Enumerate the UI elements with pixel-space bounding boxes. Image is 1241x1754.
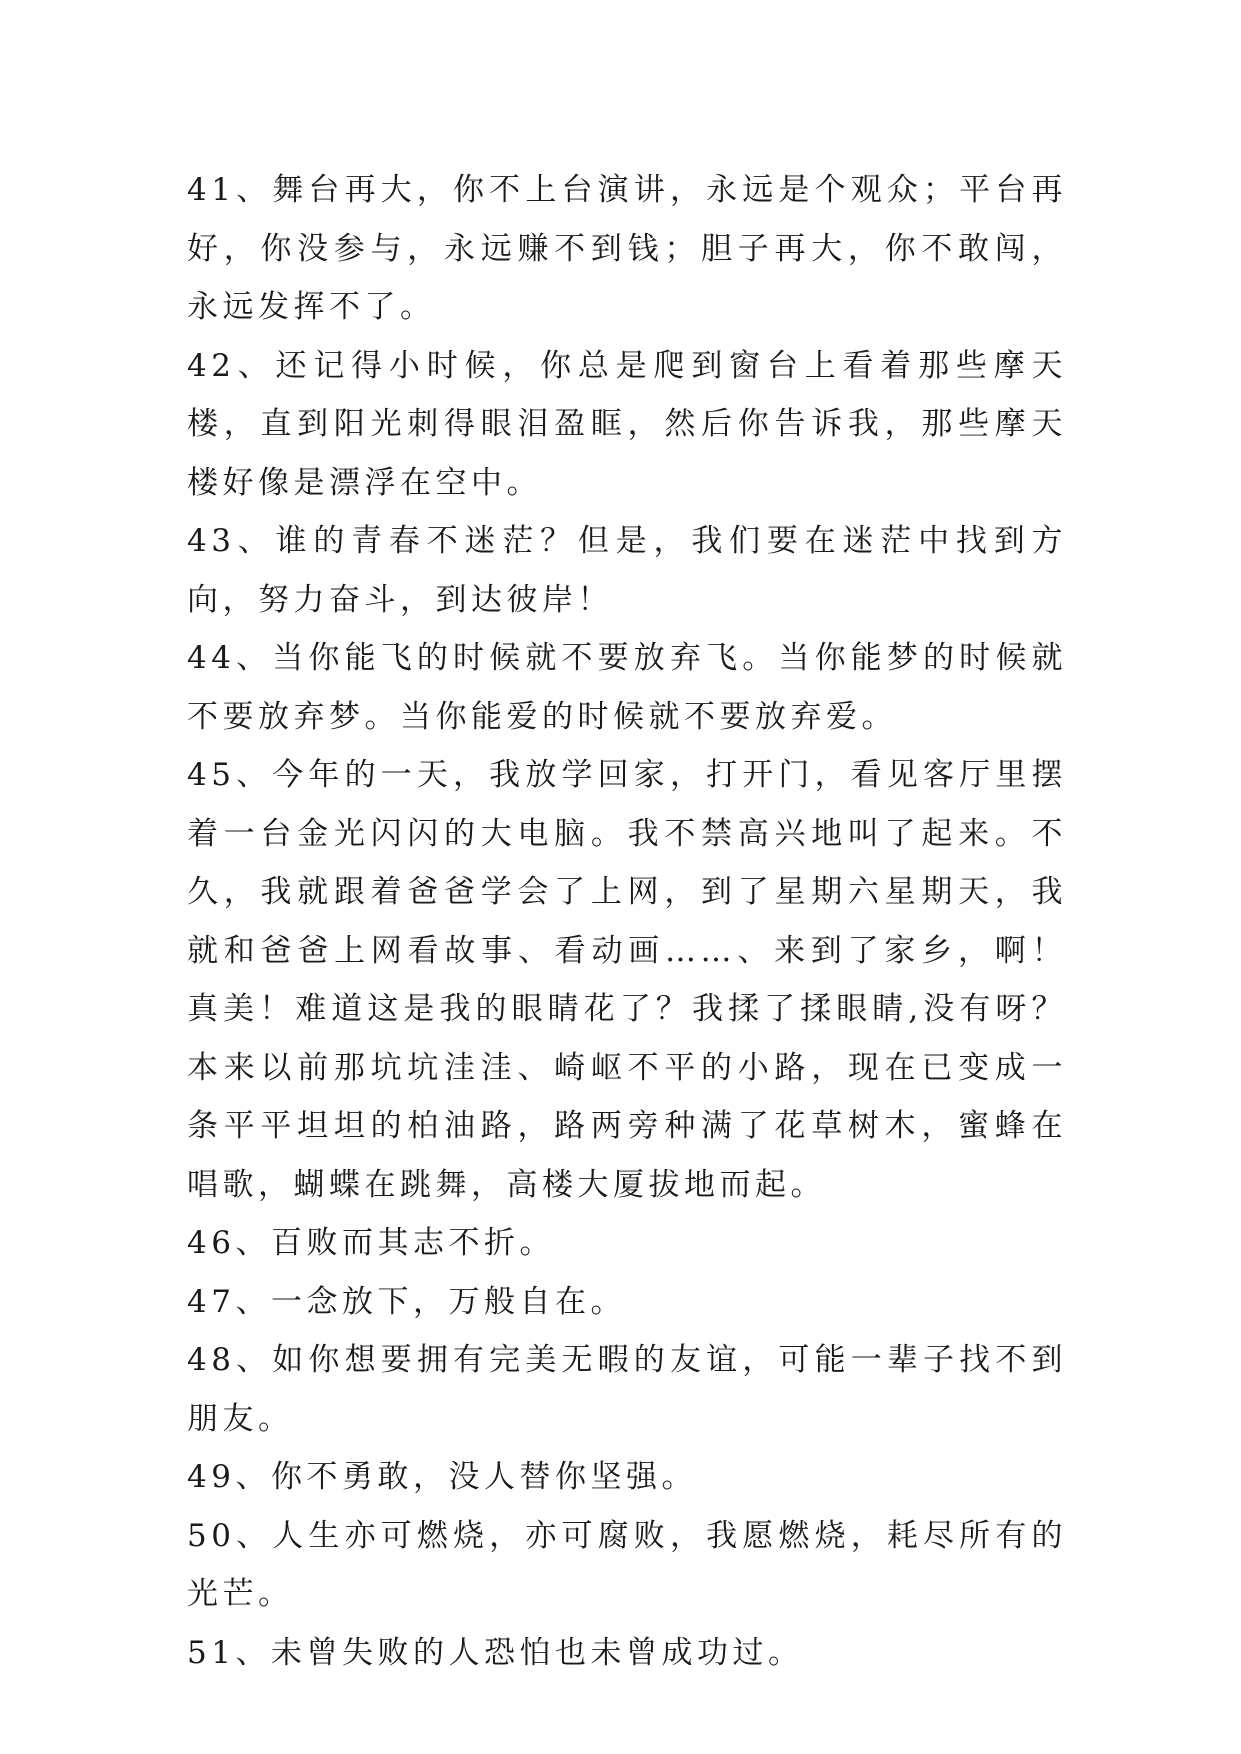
paragraph-48: 48、如你想要拥有完美无暇的友谊，可能一辈子找不到朋友。 [187, 1342, 1067, 1437]
paragraph-46: 46、百败而其志不折。 [187, 1225, 555, 1261]
paragraph-47: 47、一念放下，万般自在。 [187, 1283, 626, 1320]
paragraph-42: 42、还记得小时候，你总是爬到窗台上看着那些摩天楼，直到阳光刺得眼泪盈眶，然后你告诉我，那些摩天楼好像是漂浮在空中。 [187, 347, 1067, 501]
paragraph-51: 51、未曾失败的人恐怕也未曾成功过。 [187, 1634, 804, 1671]
paragraph-50: 50、人生亦可燃烧，亦可腐败，我愿燃烧，耗尽所有的光芒。 [187, 1517, 1067, 1612]
paragraph-41: 41、舞台再大，你不上台演讲，永远是个观众；平台再好，你没参与，永远赚不到钱；胆子再大，你不敢闯，永远发挥不了。 [187, 172, 1067, 325]
paragraph-49: 49、你不勇敢，没人替你坚强。 [187, 1459, 697, 1495]
paragraph-43: 43、谁的青春不迷茫？但是，我们要在迷茫中找到方向，努力奋斗，到达彼岸！ [187, 523, 1067, 618]
paragraph-44: 44、当你能飞的时候就不要放弃飞。当你能梦的时候就不要放弃梦。当你能爱的时候就不要放弃爱。 [187, 640, 1067, 735]
paragraph-45: 45、今年的一天，我放学回家，打开门，看见客厅里摆着一台金光闪闪的大电脑。我不禁高兴地叫了起来。不久，我就跟着爸爸学会了上网，到了星期六星期天，我就和爸爸上网看故事、看动画……、来到了家乡，啊！真美！难道这是我的眼睛花了？我揉了揉眼睛,没有呀？本来以前那坑坑洼洼、崎岖不平的小路，现在已变成一条平平坦坦的柏油路，路两旁种满了花草树木，蜜蜂在唱歌，蝴蝶在跳舞，高楼大厦拔地而起。 [187, 757, 1067, 1203]
document-body [187, 161, 1067, 1682]
